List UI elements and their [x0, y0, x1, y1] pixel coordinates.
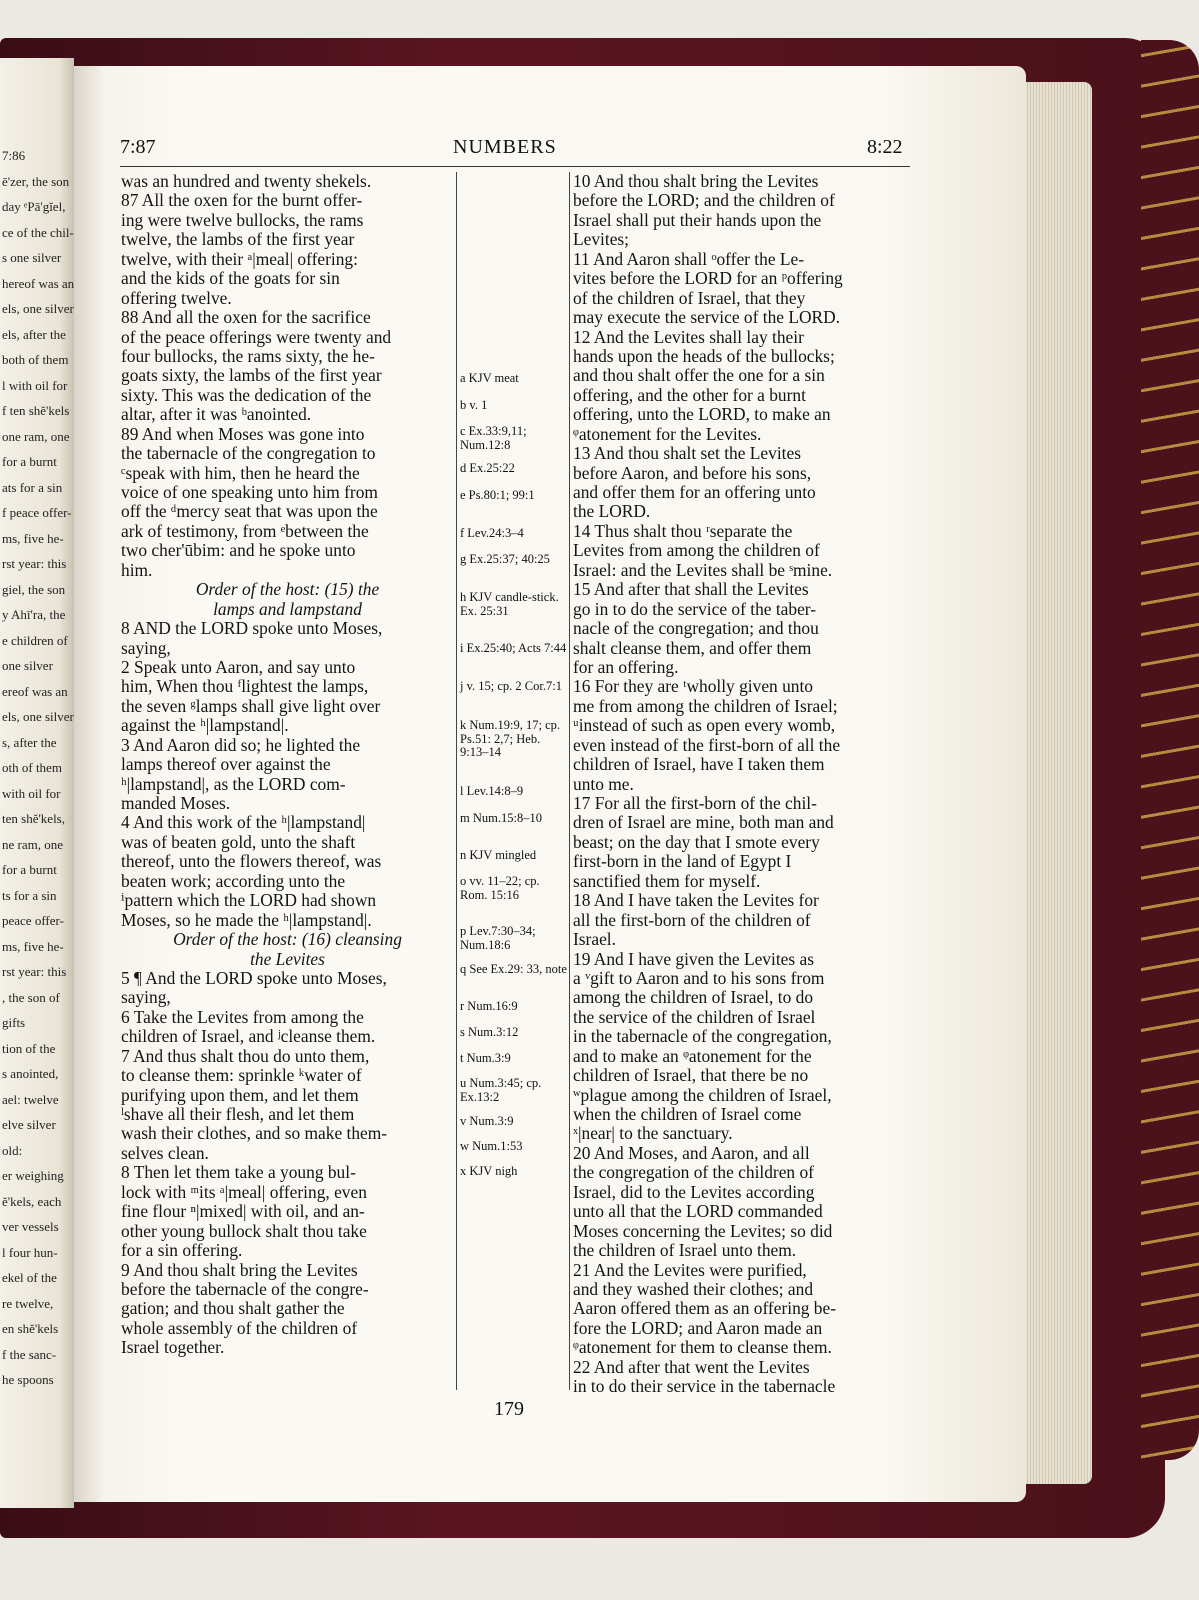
text-line: whole assembly of the children of: [121, 1318, 358, 1338]
header-book-title: NUMBERS: [453, 136, 557, 158]
text-line: fine flour ⁿ|mixed| with oil, and an-: [121, 1202, 365, 1222]
left-page-line: e children of: [2, 632, 68, 648]
text-line: all the first-born of the children of: [573, 910, 811, 930]
text-line: Moses concerning the Levites; so did: [573, 1221, 833, 1241]
left-page-line: both of them: [2, 352, 69, 367]
text-line: Moses, so he made the ʰ|lampstand|.: [121, 910, 372, 930]
text-line: 5 ¶ And the LORD spoke unto Moses,: [121, 968, 387, 988]
text-line: Levites;: [573, 230, 630, 250]
text-line: 8 Then let them take a young bul-: [121, 1163, 356, 1183]
left-page-line: f the sanc-: [2, 1346, 57, 1362]
text-line: wash their clothes, and so make them-: [121, 1124, 388, 1144]
section-heading: lamps and lampstand: [213, 599, 362, 619]
reference-note: t Num.3:9: [460, 1051, 511, 1065]
text-line: ᶜspeak with him, then he heard the: [121, 463, 360, 483]
text-line: 18 And I have taken the Levites for: [573, 891, 819, 911]
text-line: in to do their service in the tabernacle: [573, 1377, 836, 1397]
text-line: ᵘinstead of such as open every womb,: [573, 716, 836, 736]
text-line: vites before the LORD for an ᵖoffering: [573, 269, 843, 289]
text-line: and they washed their clothes; and: [573, 1279, 814, 1299]
text-line: and thou shalt offer the one for a sin: [573, 366, 825, 386]
text-line: 13 And thou shalt set the Levites: [573, 444, 801, 464]
text-line: 10 And thou shalt bring the Levites: [573, 172, 819, 191]
left-page-line: y Ahī'ra, the: [2, 607, 66, 622]
left-page-line: s anointed,: [2, 1066, 59, 1081]
text-line: me from among the children of Israel;: [573, 696, 838, 716]
text-line: the congregation of the children of: [573, 1163, 814, 1183]
text-line: among the children of Israel, to do: [573, 988, 814, 1008]
text-line: before Aaron, and before his sons,: [573, 463, 812, 483]
left-page-line: ē'zer, the son: [2, 173, 70, 189]
left-page-line: peace offer-: [2, 913, 64, 928]
text-line: 17 For all the first-born of the chil-: [573, 794, 817, 813]
reference-note: q See Ex.29: 33, note: [460, 962, 567, 976]
left-page-line: en shĕ'kels: [2, 1321, 59, 1336]
text-line: voice of one speaking unto him from: [121, 483, 378, 502]
text-line: goats sixty, the lambs of the first year: [121, 366, 382, 386]
left-page-line: old:: [2, 1142, 23, 1158]
text-line: 22 And after that went the Levites: [573, 1357, 810, 1377]
left-page-line: ten shĕ'kels,: [2, 811, 65, 826]
left-page-line: s one silver: [2, 250, 62, 265]
reference-note: c Ex.33:9,11; Num.12:8: [460, 424, 527, 452]
header-left-ref: 7:87: [120, 136, 156, 158]
text-line: the seven ᵍlamps shall give light over: [121, 696, 381, 716]
text-column-left: [121, 172, 454, 1358]
text-line: before the tabernacle of the congre-: [121, 1279, 369, 1299]
column-rule-right: [569, 172, 570, 1390]
text-line: unto me.: [573, 774, 634, 794]
text-line: 20 And Moses, and Aaron, and all: [573, 1143, 810, 1163]
text-line: unto all that the LORD commanded: [573, 1202, 823, 1222]
text-line: 88 And all the oxen for the sacrifice: [121, 308, 371, 328]
text-line: beaten work; according unto the: [121, 871, 346, 891]
text-line: purifying upon them, and let them: [121, 1085, 359, 1105]
text-line: saying,: [121, 988, 171, 1008]
text-line: sanctified them for myself.: [573, 871, 761, 891]
text-line: lock with ᵐits ᵃ|meal| offering, even: [121, 1182, 367, 1202]
reference-note: e Ps.80:1; 99:1: [460, 488, 535, 502]
reference-note: u Num.3:45; cp. Ex.13:2: [460, 1076, 542, 1104]
text-line: offering, unto the LORD, to make an: [573, 405, 831, 425]
reference-note: o vv. 11–22; cp. Rom. 15:16: [460, 874, 540, 902]
text-line: the children of Israel unto them.: [573, 1241, 797, 1261]
text-line: selves clean.: [121, 1143, 209, 1163]
text-line: gation; and thou shalt gather the: [121, 1299, 345, 1319]
text-line: may execute the service of the LORD.: [573, 308, 841, 328]
left-page-line: giel, the son: [2, 581, 66, 597]
text-line: Israel.: [573, 930, 616, 950]
text-line: offering twelve.: [121, 288, 232, 308]
reference-note: i Ex.25:40; Acts 7:44: [460, 641, 567, 655]
text-line: him, When thou ᶠlightest the lamps,: [121, 677, 369, 697]
text-line: and offer them for an offering unto: [573, 483, 816, 502]
text-line: 87 All the oxen for the burnt offer-: [121, 191, 363, 211]
left-page-line: els, after the: [2, 326, 66, 342]
text-line: Aaron offered them as an offering be-: [573, 1299, 837, 1319]
left-page-line: f ten shĕ'kels: [2, 403, 70, 418]
text-line: lamps thereof over against the: [121, 755, 331, 775]
text-line: for a sin offering.: [121, 1241, 243, 1261]
reference-note: g Ex.25:37; 40:25: [460, 552, 550, 566]
left-page-line: re twelve,: [2, 1295, 54, 1311]
left-page-line: ats for a sin: [2, 479, 63, 495]
left-page-line: ms, five he-: [2, 938, 64, 954]
text-column-right: [573, 172, 909, 1397]
text-line: ˣ|near| to the sanctuary.: [573, 1124, 733, 1144]
text-line: beast; on the day that I smote every: [573, 832, 820, 852]
left-page-line: , the son of: [2, 989, 60, 1005]
text-line: 19 And I have given the Levites as: [573, 949, 814, 969]
text-line: Israel shall put their hands upon the: [573, 210, 822, 230]
text-line: the LORD.: [573, 502, 651, 522]
text-line: 21 And the Levites were purified,: [573, 1260, 807, 1280]
text-line: 6 Take the Levites from among the: [121, 1007, 364, 1027]
text-line: to cleanse them: sprinkle ᵏwater of: [121, 1066, 362, 1086]
left-page-line: hereof was an: [2, 275, 74, 291]
left-page-line: ce of the chil-: [2, 224, 74, 240]
reference-note: f Lev.24:3–4: [460, 526, 524, 540]
left-page-line: ms, five he-: [2, 530, 64, 546]
text-line: of the peace offerings were twenty and: [121, 327, 392, 347]
left-page-line: day ᵉPā'gĭel,: [2, 199, 66, 214]
left-page-line: oth of them: [2, 760, 62, 775]
reference-note: m Num.15:8–10: [460, 811, 542, 825]
text-line: hands upon the heads of the bullocks;: [573, 346, 835, 366]
reference-note: x KJV nigh: [460, 1164, 518, 1178]
text-line: ʷplague among the children of Israel,: [573, 1085, 832, 1105]
left-page-line: he spoons: [2, 1372, 54, 1387]
left-page-line: elve silver: [2, 1117, 56, 1132]
text-line: Israel together.: [121, 1338, 225, 1358]
left-page-line: ekel of the: [2, 1270, 57, 1285]
text-line: children of Israel, that there be no: [573, 1066, 809, 1086]
text-line: 7 And thus shalt thou do unto them,: [121, 1046, 370, 1066]
reference-note: n KJV mingled: [460, 848, 537, 862]
left-page-line: for a burnt: [2, 862, 57, 877]
text-line: Israel, did to the Levites according: [573, 1182, 815, 1202]
text-line: the service of the children of Israel: [573, 1007, 816, 1027]
text-line: ing were twelve bullocks, the rams: [121, 210, 364, 230]
text-line: twelve, with their ᵃ|meal| offering:: [121, 249, 358, 269]
text-line: Levites from among the children of: [573, 541, 820, 561]
left-page-line: for a burnt: [2, 454, 57, 469]
left-page-line: rst year: this: [2, 964, 67, 979]
text-line: first-born in the land of Egypt I: [573, 852, 792, 872]
text-line: other young bullock shalt thou take: [121, 1221, 367, 1241]
text-line: dren of Israel are mine, both man and: [573, 813, 834, 833]
text-line: twelve, the lambs of the first year: [121, 230, 355, 250]
text-line: nacle of the congregation; and thou: [573, 619, 819, 639]
text-line: children of Israel, have I taken them: [573, 755, 825, 775]
text-line: 16 For they are ᵗwholly given unto: [573, 677, 813, 697]
reference-note: d Ex.25:22: [460, 461, 515, 475]
text-line: before the LORD; and the children of: [573, 191, 835, 211]
left-page-line: ael: twelve: [2, 1091, 59, 1107]
text-line: 4 And this work of the ʰ|lampstand|: [121, 813, 366, 833]
text-line: ⁱpattern which the LORD had shown: [121, 891, 377, 911]
left-page-line: ver vessels: [2, 1219, 59, 1234]
text-line: him.: [121, 560, 153, 580]
text-line: 2 Speak unto Aaron, and say unto: [121, 657, 356, 677]
left-page-line: tion of the: [2, 1040, 56, 1056]
text-line: ᵠatonement for the Levites.: [573, 424, 762, 444]
left-page-line: els, one silver: [2, 709, 74, 724]
text-line: ᵠatonement for them to cleanse them.: [573, 1338, 832, 1358]
text-line: for an offering.: [573, 657, 679, 677]
left-page-line: one silver: [2, 658, 53, 673]
text-line: 8 AND the LORD spoke unto Moses,: [121, 619, 383, 639]
text-line: 14 Thus shalt thou ʳseparate the: [573, 521, 793, 541]
section-heading: Order of the host: (16) cleansing: [173, 930, 402, 950]
text-line: 15 And after that shall the Levites: [573, 580, 809, 600]
reference-note: b v. 1: [460, 398, 488, 412]
text-line: 11 And Aaron shall ᵒoffer the Le-: [573, 249, 805, 269]
reference-note: j v. 15; cp. 2 Cor.7:1: [460, 679, 562, 693]
text-line: and to make an ᵠatonement for the: [573, 1046, 812, 1066]
text-line: even instead of the first-born of all the: [573, 735, 841, 755]
left-page-line: gifts: [2, 1015, 26, 1030]
reference-note: s Num.3:12: [460, 1025, 519, 1039]
text-line: against the ʰ|lampstand|.: [121, 716, 289, 736]
left-page-line: rst year: this: [2, 556, 67, 571]
reference-note: h KJV candle-stick. Ex. 25:31: [460, 590, 559, 618]
left-page-line: ĕ'kels, each: [2, 1193, 62, 1209]
text-line: four bullocks, the rams sixty, the he-: [121, 346, 375, 366]
text-line: 9 And thou shalt bring the Levites: [121, 1260, 358, 1280]
text-line: ark of testimony, from ᵉbetween the: [121, 521, 369, 541]
page-edges: [1022, 82, 1092, 1484]
left-page-line: ne ram, one: [2, 836, 64, 852]
reference-note: p Lev.7:30–34; Num.18:6: [460, 924, 536, 952]
left-page-fragment: [0, 58, 74, 1508]
left-page-line: f peace offer-: [2, 505, 72, 520]
section-heading: Order of the host: (15) the: [195, 580, 380, 600]
text-line: the tabernacle of the congregation to: [121, 444, 376, 464]
text-line: shalt cleanse them, and offer them: [573, 638, 812, 658]
left-page-line: l with oil for: [2, 377, 68, 393]
text-line: fore the LORD; and Aaron made an: [573, 1318, 823, 1338]
left-page-line: one ram, one: [2, 428, 70, 444]
reference-note: a KJV meat: [460, 371, 519, 385]
text-line: offering, and the other for a burnt: [573, 385, 806, 405]
text-line: was of beaten gold, unto the shaft: [121, 832, 356, 852]
text-line: was an hundred and twenty shekels.: [121, 172, 372, 191]
reference-note: w Num.1:53: [460, 1139, 523, 1153]
text-line: sixty. This was the dedication of the: [121, 385, 372, 405]
header-rule: [120, 166, 910, 167]
left-page-line: 7:86: [2, 148, 26, 163]
left-page-line: l four hun-: [2, 1244, 58, 1260]
text-line: in the tabernacle of the congregation,: [573, 1027, 832, 1047]
reference-note: r Num.16:9: [460, 999, 518, 1013]
text-line: go in to do the service of the taber-: [573, 599, 817, 619]
reference-note: v Num.3:9: [460, 1114, 514, 1128]
page-number: 179: [494, 1398, 524, 1420]
left-page-line: ts for a sin: [2, 887, 57, 903]
gilt-cover-edge: [1141, 40, 1199, 1460]
left-page-line: ereof was an: [2, 683, 68, 699]
text-line: manded Moses.: [121, 794, 231, 813]
text-line: Israel: and the Levites shall be ˢmine.: [573, 560, 833, 580]
text-line: ˡshave all their flesh, and let them: [121, 1105, 355, 1124]
text-line: 3 And Aaron did so; he lighted the: [121, 735, 361, 755]
header-right-ref: 8:22: [867, 136, 903, 158]
section-heading: the Levites: [250, 949, 325, 969]
text-line: altar, after it was ᵇanointed.: [121, 405, 312, 425]
left-page-line: els, one silver: [2, 301, 74, 316]
text-line: off the ᵈmercy seat that was upon the: [121, 502, 378, 522]
text-line: two cher'ūbim: and he spoke unto: [121, 541, 356, 561]
text-line: when the children of Israel come: [573, 1105, 802, 1124]
text-line: children of Israel, and ʲcleanse them.: [121, 1027, 376, 1047]
reference-note: k Num.19:9, 17; cp. Ps.51: 2,7; Heb. 9:13–14: [460, 718, 560, 759]
text-line: 12 And the Levites shall lay their: [573, 327, 804, 347]
column-rule-left: [456, 172, 457, 1390]
left-page-line: with oil for: [2, 785, 61, 801]
text-line: saying,: [121, 638, 171, 658]
reference-note: l Lev.14:8–9: [460, 784, 524, 798]
left-page-line: s, after the: [2, 734, 57, 750]
text-line: 89 And when Moses was gone into: [121, 424, 365, 444]
text-line: ʰ|lampstand|, as the LORD com-: [121, 774, 346, 794]
text-line: a ᵛgift to Aaron and to his sons from: [573, 968, 825, 988]
text-line: and the kids of the goats for sin: [121, 269, 340, 289]
text-line: of the children of Israel, that they: [573, 288, 806, 308]
left-page-line: er weighing: [2, 1168, 64, 1183]
text-line: thereof, unto the flowers thereof, was: [121, 852, 382, 872]
